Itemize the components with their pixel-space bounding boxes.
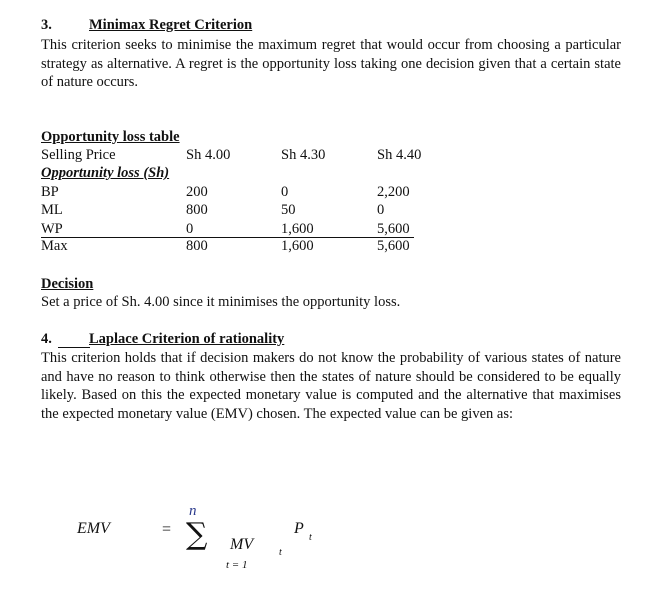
formula-equals: = <box>162 521 172 538</box>
decision-title: Decision <box>41 276 94 292</box>
table-cell: 5,600 <box>377 221 410 237</box>
formula-lower-limit: t = 1 <box>226 559 248 571</box>
table-cell: 0 <box>281 184 289 200</box>
section-4-paragraph: This criterion holds that if decision makers do not know the probability of various states of nature and have no reason to think otherwise then the states of nature should be considered to be equally likely. Based on this the expected monetary value is computed and the alternative that maximises the expected monetary value (EMV) chosen. The expected value can be given as: <box>41 350 621 423</box>
table-cell: 0 <box>377 202 385 218</box>
table-cell: 2,200 <box>377 184 410 200</box>
section-4-number: 4. <box>41 331 52 347</box>
table-row-label: BP <box>41 184 59 200</box>
table-cell: 50 <box>281 202 296 218</box>
table-column-header: Sh 4.30 <box>281 147 326 163</box>
section-4-title: Laplace Criterion of rationality <box>89 331 285 347</box>
table-cell: 200 <box>186 184 208 200</box>
section-4-underline-gap <box>58 347 90 348</box>
formula-term: MV <box>230 536 254 553</box>
table-cell: 1,600 <box>281 238 314 254</box>
table-cell: 800 <box>186 238 208 254</box>
table-column-header: Sh 4.00 <box>186 147 231 163</box>
formula-sigma: ∑ <box>186 517 208 552</box>
table-cell: 0 <box>186 221 194 237</box>
table-cell: 5,600 <box>377 238 410 254</box>
table-cell: 800 <box>186 202 208 218</box>
formula-probability: P <box>294 520 304 537</box>
table-total-rule <box>41 237 414 238</box>
section-3-title: Minimax Regret Criterion <box>89 17 253 33</box>
section-3-number: 3. <box>41 17 52 33</box>
table-row-label: Max <box>41 238 68 254</box>
table-cell: 1,600 <box>281 221 314 237</box>
decision-text: Set a price of Sh. 4.00 since it minimises the opportunity loss. <box>41 294 401 310</box>
table-column-header: Sh 4.40 <box>377 147 422 163</box>
table-title: Opportunity loss table <box>41 129 180 145</box>
table-subheader: Opportunity loss (Sh) <box>41 165 170 181</box>
formula-upper-limit: n <box>189 503 197 519</box>
table-header-label: Selling Price <box>41 147 116 163</box>
table-row-label: WP <box>41 221 63 237</box>
formula-probability-subscript: t <box>309 532 312 543</box>
formula-lhs: EMV <box>77 520 110 537</box>
formula-term-subscript: t <box>279 547 282 558</box>
table-row-label: ML <box>41 202 63 218</box>
section-3-paragraph: This criterion seeks to minimise the maximum regret that would occur from choosing a particular strategy as alternative. A regret is the opportunity loss taking one decision given that a certain state of nature occurs. <box>41 37 621 91</box>
